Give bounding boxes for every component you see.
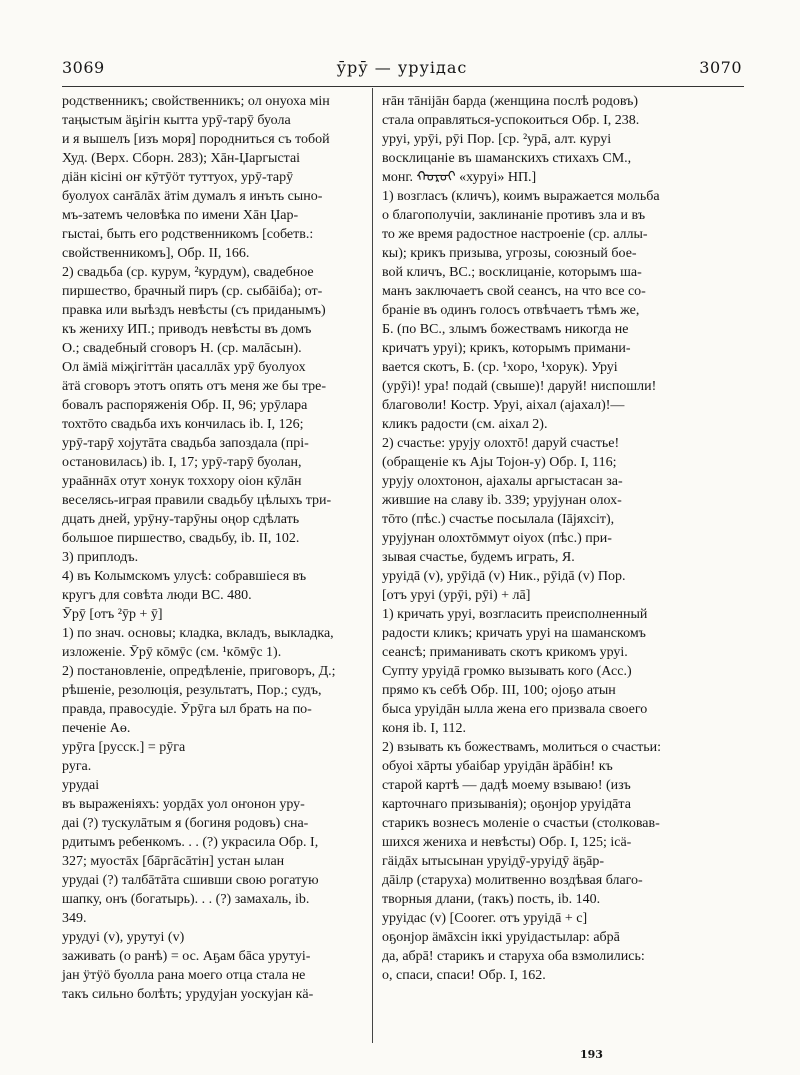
text-line: кликъ радости (см. аiхал 2).	[382, 417, 548, 432]
text-line: дцать дней, урӯну-тарӯны оңор сдѣлать	[62, 512, 300, 527]
right-column	[382, 92, 672, 985]
text-line: гыстаi, быть его родственникомъ [собетв.:	[62, 227, 314, 242]
text-line: Б. (по ВС., злымъ божествамъ никогда не	[382, 322, 629, 337]
text-line: тōто (пѣс.) счастье посылала (Iāјяхсiт),	[382, 512, 615, 527]
text-line: старой картѣ — дадѣ моему взываю! (изъ	[382, 778, 631, 793]
text-line: вается скотъ, Б. (ср. ¹хоро, ¹хорук). Уруi	[382, 360, 618, 375]
text-line: рѣшеніе, резолюція, результатъ, Пор.; судъ,	[62, 683, 322, 698]
text-line: о благополучіи, заклинаніе противъ зла и въ	[382, 208, 646, 223]
text-line: кы); крикъ призыва, угрозы, союзный бое-	[382, 246, 637, 261]
text-line: обуоi хāрты убаiбар уруiдāн äрāбiн! къ	[382, 759, 613, 774]
text-line: урујунан олохтōммут оiуох (пѣс.) при-	[382, 531, 612, 546]
text-line: правда, правосудіе. Ӯрӯга ыл брать на по-	[62, 702, 312, 717]
text-line: урудуi (v), урутуi (v)	[62, 930, 185, 945]
text-line: [отъ уруi (урӯi, рӯi) + лā]	[382, 588, 531, 603]
text-line: äтä сговоръ этотъ опять отъ меня же бы тре-	[62, 379, 327, 394]
right-page-number: 3070	[699, 58, 742, 77]
text-line: изложеніе. Ӯрӯ кōмӯс (см. ¹кōмӯс 1).	[62, 645, 282, 660]
left-page-number: 3069	[62, 58, 105, 77]
text-line: урудаi (?) талбāтāта сшивши свою рогатую	[62, 873, 319, 888]
header-rule	[62, 86, 744, 87]
text-line: 1) кричать уруi, возгласить преисполненный	[382, 607, 648, 622]
text-line: родственникъ; свойственникъ; ол онуоха мін	[62, 94, 330, 109]
text-line: да, абрā! старикъ и старуха оба взмолились:	[382, 949, 645, 964]
text-line: монг. ᠬᠤᠷᠤᠢ «хуруi» НП.]	[382, 170, 537, 185]
text-line: урују олохтонон, ајахалы аргыстасан за-	[382, 474, 623, 489]
text-line: уруiдā (v), урӯiдā (v) Ник., рӯiдā (v) Пор.	[382, 569, 626, 584]
text-line: 349.	[62, 911, 87, 926]
text-line: пиршество, брачный пиръ (ср. сыбāiба); от-	[62, 284, 323, 299]
text-line: стала оправляться-успокоиться Обр. I, 238.	[382, 113, 640, 128]
text-line: къ жениху ИП.; приводъ невѣсты въ домъ	[62, 322, 312, 337]
text-line: 2) свадьба (ср. курум, ²курдум), свадебное	[62, 265, 314, 280]
text-line: въ выраженіяхъ: уордāх уол оҥонон уру-	[62, 797, 305, 812]
text-line: (обращеніе къ Ајы Тојон-у) Обр. I, 116;	[382, 455, 617, 470]
text-line: карточнаго призыванія); оҕонјор уруiдāта	[382, 797, 631, 812]
text-line: восклицаніе въ шаманскихъ стихахъ СМ.,	[382, 151, 632, 166]
text-line: творныя длани, (такъ) пость, ib. 140.	[382, 892, 601, 907]
text-line: 4) въ Колымскомъ улусѣ: собравшіеся въ	[62, 569, 307, 584]
text-line: дiäн кiсiнi оҥ кӯтӯӧт туттуох, урӯ-тарӯ	[62, 170, 294, 185]
text-line: коня ib. I, 112.	[382, 721, 467, 736]
text-line: 1) возгласъ (кличъ), коимъ выражается мольба	[382, 189, 660, 204]
text-line: уруi, урӯi, рӯi Пор. [ср. ²урā, алт. куруi	[382, 132, 612, 147]
text-line: о, спаси, спаси! Обр. I, 162.	[382, 968, 546, 983]
text-line: манъ заключаетъ свой сеансъ, на что все со-	[382, 284, 646, 299]
running-title: ӯрӯ — уруiдас	[336, 58, 468, 77]
text-line: Супту уруiдā громко вызывать кого (Асс.)	[382, 664, 632, 679]
text-line: большое пиршество, свадьбу, ib. II, 102.	[62, 531, 300, 546]
text-line: рдитымъ ребенкомъ. . . (?) украсила Обр. I,	[62, 835, 319, 850]
text-line: сеансѣ; приманивать скотъ крикомъ уруi.	[382, 645, 628, 660]
text-line: заживать (о ранѣ) = ос. Аҕам бāса урутуi-	[62, 949, 311, 964]
page-header	[62, 58, 742, 82]
text-line: 1) по знач. основы; кладка, вкладъ, выкладка,	[62, 626, 334, 641]
text-line: старикъ вознесъ моленіе о счастьи (столковав-	[382, 816, 660, 831]
text-line: остановилась) ib. I, 17; урӯ-тарӯ буолан,	[62, 455, 302, 470]
text-line: Худ. (Верх. Сборн. 283); Хāн-Џаргыстаi	[62, 151, 301, 166]
text-line: уруiдас (v) [Сооreг. отъ уруiдā + с]	[382, 911, 588, 926]
text-line: О.; свадебный сговоръ Н. (ср. малāсын).	[62, 341, 302, 356]
left-column	[62, 92, 390, 1004]
text-line: шапку, онъ (богатырь). . . (?) замахаль, ib.	[62, 892, 310, 907]
text-line: то же время радостное настроеніе (ср. аллы-	[382, 227, 648, 242]
text-line: браніе въ одинъ голосъ отвѣчаетъ тѣмъ же,	[382, 303, 640, 318]
text-line: жившие на славу ib. 339; урујунан олох-	[382, 493, 622, 508]
text-line: мъ-затемъ человѣка по имени Хāн Џар-	[62, 208, 299, 223]
text-line: 3) приплодъ.	[62, 550, 139, 565]
text-line: 2) счастье: урују олохтō! даруй счастье!	[382, 436, 620, 451]
text-line: правка или выѣздъ невѣсты (съ приданымъ)	[62, 303, 326, 318]
text-line: радости кликъ; кричать уруi на шаманскомъ	[382, 626, 646, 641]
text-line: јан ӱтӱӧ буолла рана моего отца стала не	[62, 968, 306, 983]
text-line: 2) постановленіе, опредѣленіе, приговоръ, Д.;	[62, 664, 336, 679]
text-line: ураāннāх отут хонук тоххору оiон кӯлāн	[62, 474, 302, 489]
text-line: печеніе Аө.	[62, 721, 131, 736]
text-line: вой кличъ, ВС.; восклицаніе, которымъ ша-	[382, 265, 642, 280]
text-line: Ол äмiä мiҗiгiттäн џасаллāх урӯ буолуох	[62, 360, 306, 375]
text-line: (урӯi)! ура! подай (свыше)! даруй! ниспошли!	[382, 379, 657, 394]
text-line: кричатъ уруi); крикъ, которымъ примани-	[382, 341, 631, 356]
text-line: оҕонјор äмāхсiн iккi уруiдастылар: абрā	[382, 930, 620, 945]
text-line: прямо къ себѣ Обр. III, 100; ојоҕо атын	[382, 683, 616, 698]
text-line: бовалъ распоряженія Обр. II, 96; урӯлара	[62, 398, 308, 413]
text-line: шихся жениха и невѣсты) Обр. I, 125; iсä-	[382, 835, 632, 850]
text-line: веселясь-играя правили свадьбу цѣлыхъ три-	[62, 493, 332, 508]
text-line: дāiлр (старуха) молитвенно воздѣвая благо-	[382, 873, 643, 888]
text-line: гäiдāх ытысынан уруiдӯ-уруiдӯ äҕāр-	[382, 854, 605, 869]
text-line: такъ сильно болѣть; урудујан уоскујан кä-	[62, 987, 314, 1002]
text-line: быса уруiдāн ылла жена его призвала своего	[382, 702, 648, 717]
text-line: благоволи! Костр. Уруi, аiхал (ајахал)!—	[382, 398, 625, 413]
text-line: урӯ-тарӯ хојутāта свадьба запоздала (прi-	[62, 436, 309, 451]
sheet-signature: 193	[580, 1048, 603, 1061]
text-line: ҥāн тāнiјāн барда (женщина послѣ родовъ)	[382, 94, 639, 109]
text-line: буолуох саҥāлāх äтiм думалъ я инъть сыно-	[62, 189, 323, 204]
text-line: Ӯрӯ [отъ ²ӯр + ӯ]	[62, 607, 163, 622]
text-line: свойственникомъ], Обр. II, 166.	[62, 246, 250, 261]
text-line: даi (?) тускулāтым я (богиня родовъ) сна-	[62, 816, 309, 831]
text-line: урудаi	[62, 778, 100, 793]
text-line: и я вышелъ [изъ моря] породниться съ тобой	[62, 132, 330, 147]
text-line: 2) взывать къ божествамъ, молиться о счастьи:	[382, 740, 662, 755]
text-line: 327; муостāх [бāргāсāтiн] устан ылан	[62, 854, 285, 869]
text-line: кругъ для совѣта люди ВС. 480.	[62, 588, 252, 603]
text-line: таңыстым äҕiгiн кытта урӯ-тарӯ буола	[62, 113, 291, 128]
text-line: руга.	[62, 759, 92, 774]
text-line: тохтōто свадьба ихъ кончилась ib. I, 126;	[62, 417, 304, 432]
text-line: зывая счастье, будемъ играть, Я.	[382, 550, 575, 565]
text-line: урӯга [русск.] = рӯга	[62, 740, 186, 755]
